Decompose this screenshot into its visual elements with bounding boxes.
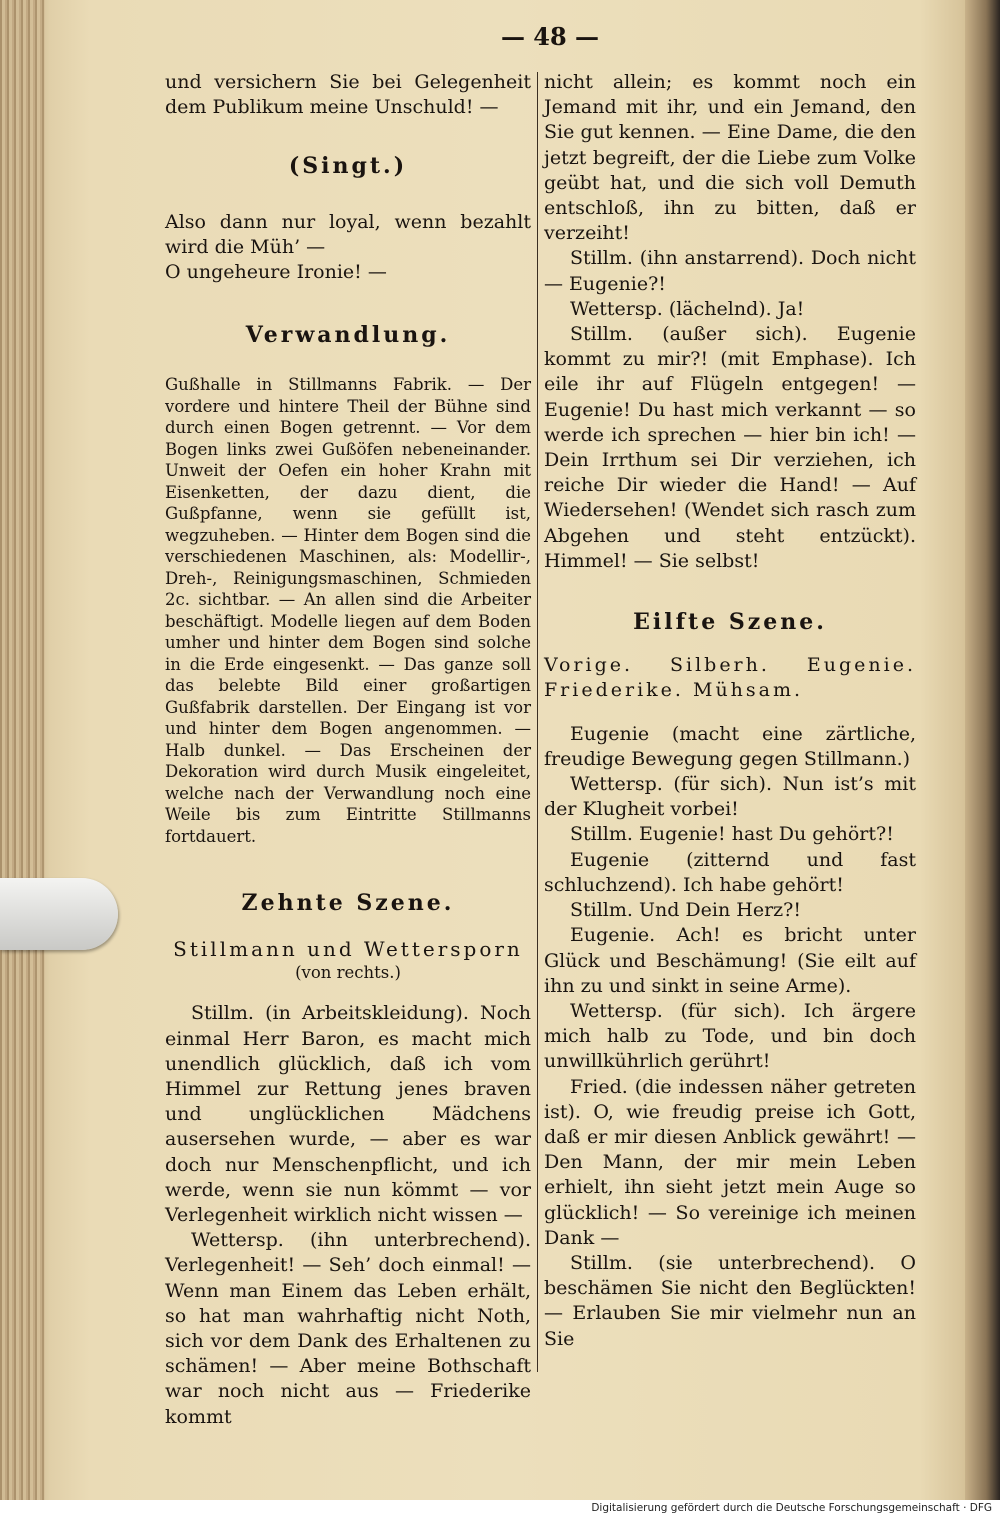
stage-description: Gußhalle in Stillmanns Fabrik. — Der vordere und hintere Theil der Bühne sind durch einen Bogen getrennt. — Vor dem Bogen links zwei Gußöfen nebeneinander. Unweit der Oefen ein hoher Krahn mit Eisenketten, der dazu dient, die Gußpfanne, wenn sie gefüllt ist, wegzuheben. — Hinter dem Bogen sind die verschiedenen Maschinen, als: Modellir-, Dreh-, Reinigungsmaschinen, Schmieden 2c. sichtbar. — An allen sind die Arbeiter beschäftigt. Modelle liegen auf dem Boden umher und hinter dem Bogen sind solche in die Erde eingesenkt. — Das ganze soll das belebte Bild einer großartigen Gußfabrik darstellen. Der Eingang ist vor und hinter dem Bogen angenommen. — Halb dunkel. — Das Erscheinen der Dekoration wird durch Musik eingeleitet, welche nach der Verwandlung noch eine Weile bis zum Eintritte Stillmanns fortdauert. bbox=[165, 375, 531, 846]
entrance-note: (von rechts.) bbox=[295, 962, 401, 982]
characters-line: Vorige. Silberh. Eugenie. Friederike. Mühsam. bbox=[544, 654, 916, 702]
song-line: O ungeheure Ironie! — bbox=[165, 261, 387, 284]
dialogue-stillmann: Stillm. (ihn anstarrend). Doch nicht — Eugenie?! bbox=[544, 247, 916, 295]
footer-text: Digitalisierung gefördert durch die Deutsche Forschungsgemeinschaft · DFG bbox=[591, 1502, 992, 1514]
scene-heading: Eilfte Szene. bbox=[633, 609, 827, 636]
dialogue-wettersporn: Wettersp. (für sich). Nun ist’s mit der Klugheit vorbei! bbox=[544, 773, 916, 821]
dialogue-wettersporn: Wettersp. (ihn unterbrechend). Verlegenheit! — Seh’ doch einmal! — Wenn man Einem das Leben erhält, so hat man wahrhaftig nicht Noth, sich vor dem Dank des Erhaltenen zu schämen! — Aber meine Bothschaft war noch nicht aus — Friederike kommt bbox=[165, 1229, 531, 1428]
digitization-footer bbox=[0, 1500, 1000, 1517]
dialogue-stillmann: Stillm. (sie unterbrechend). O beschämen Sie nicht den Beglückten! — Erlauben Sie mir vielmehr nun an Sie bbox=[544, 1251, 916, 1350]
characters-line: Stillmann und Wettersporn bbox=[173, 936, 523, 961]
right-column bbox=[544, 70, 916, 1352]
page-marker-tab bbox=[0, 878, 118, 950]
book-gutter-right bbox=[965, 0, 1000, 1500]
text-line: und versichern Sie bei Gelegenheit dem Publikum meine Unschuld! — bbox=[165, 71, 531, 119]
dialogue-wettersporn: Wettersp. (lächelnd). Ja! bbox=[570, 297, 805, 320]
page-edges-left bbox=[0, 0, 45, 1500]
section-heading: Verwandlung. bbox=[245, 322, 451, 349]
dialogue-stillmann: Stillm. Eugenie! hast Du gehört?! bbox=[570, 823, 894, 846]
song-line: Also dann nur loyal, wenn bezahlt wird die Müh’ — bbox=[165, 210, 531, 258]
column-divider bbox=[537, 72, 538, 1372]
dialogue-friederike: Fried. (die indessen näher getreten ist). O, wie freudig preise ich Gott, daß er mir diesen Anblick gewährt! — Den Mann, der mir mein Leben erhielt, ihn sieht jetzt mein Auge so glücklich! — So vereinige ich meinen Dank — bbox=[544, 1075, 916, 1249]
dialogue-stillmann: Stillm. (in Arbeitskleidung). Noch einmal Herr Baron, es macht mich unendlich glücklich, daß ich vom Himmel zur Rettung jenes braven und unglücklichen Mädchens ausersehen wurde, — aber es war doch nur Menschenpflicht, und ich werde, wenn sie nun kömmt — vor Verlegenheit wirklich nicht wissen — bbox=[165, 1002, 531, 1226]
dialogue-stillmann: Stillm. (außer sich). Eugenie kommt zu mir?! (mit Emphase). Ich eile ihr auf Flügeln entgegen! — Eugenie! Du hast mich verkannt — so werde ich sprechen — hier bin ich! — Dein Irrthum sei Dir verziehen, ich reiche Dir wieder die Hand! — Auf Wiedersehen! (Wendet sich rasch zum Abgehen und steht entzückt). Himmel! — Sie selbst! bbox=[544, 323, 916, 572]
dialogue-wettersporn: Wettersp. (für sich). Ich ärgere mich halb zu Tode, und bin doch unwillkührlich gerührt! bbox=[544, 999, 916, 1073]
stage-direction-heading: (Singt.) bbox=[288, 153, 408, 180]
scene-heading: Zehnte Szene. bbox=[241, 890, 455, 917]
dialogue-stillmann: Stillm. Und Dein Herz?! bbox=[570, 899, 801, 922]
left-column bbox=[165, 70, 531, 1430]
page-number: — 48 — bbox=[500, 22, 600, 51]
dialogue-eugenie: Eugenie (macht eine zärtliche, freudige Bewegung gegen Stillmann.) bbox=[544, 722, 916, 770]
dialogue-eugenie: Eugenie. Ach! es bricht unter Glück und Beschämung! (Sie eilt auf ihn zu und sinkt in seine Arme). bbox=[544, 924, 916, 997]
dialogue-eugenie: Eugenie (zitternd und fast schluchzend). Ich habe gehört! bbox=[544, 848, 916, 896]
dialogue-continuation: nicht allein; es kommt noch ein Jemand mit ihr, und ein Jemand, den Sie gut kennen. — Eine Dame, die den jetzt begreift, der die Liebe zum Volke geübt hat, und die sich voll Demuth entschloß, ihn zu bitten, daß er verzeiht! bbox=[544, 71, 916, 245]
